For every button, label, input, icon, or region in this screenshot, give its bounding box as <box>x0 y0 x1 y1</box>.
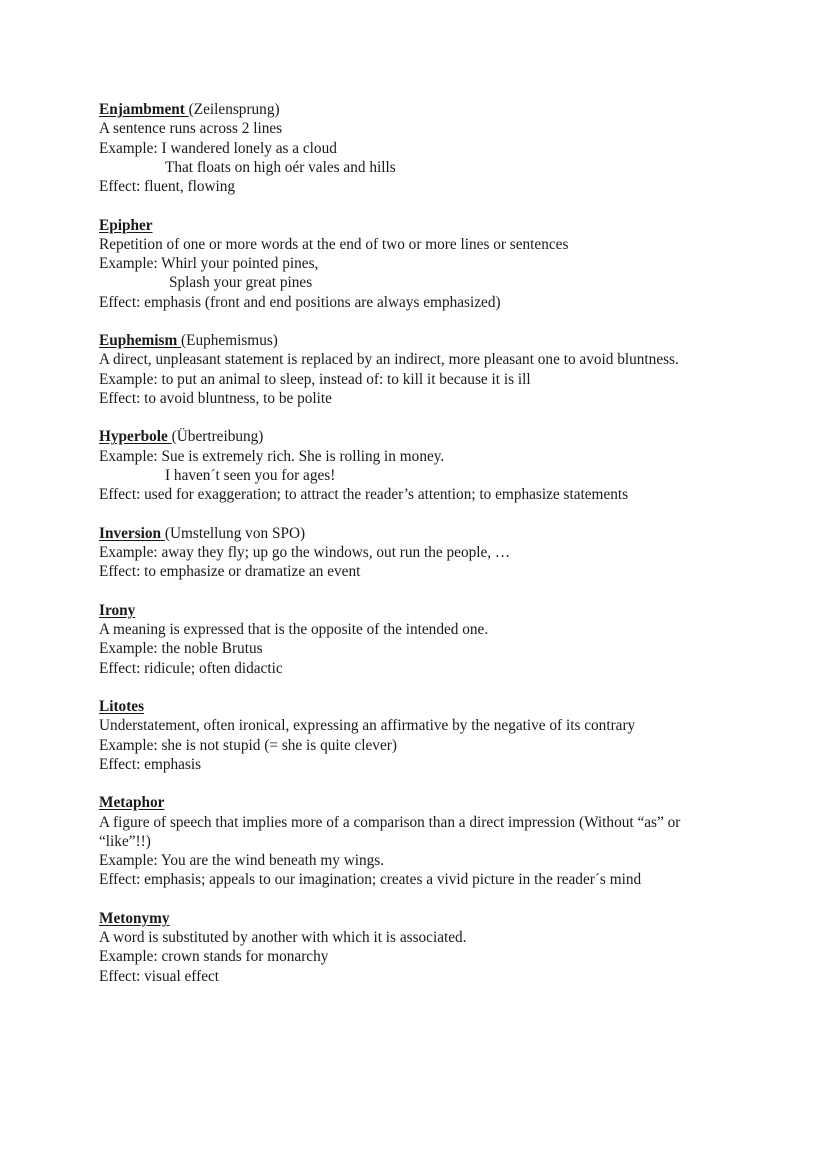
effect: Effect: fluent, flowing <box>99 178 236 196</box>
effect: Effect: emphasis; appeals to our imagination; creates a vivid picture in the reader´s mind <box>99 871 642 889</box>
example: Example: Whirl your pointed pines, <box>99 255 319 273</box>
effect: Effect: ridicule; often didactic <box>99 659 283 677</box>
example: Example: away they fly; up go the windows, out run the people, … <box>99 544 511 562</box>
definition: A word is substituted by another with which it is associated. <box>99 929 467 947</box>
translation: (Umstellung von SPO) <box>164 524 306 542</box>
translation: (Zeilensprung) <box>188 101 280 118</box>
translation: (Euphemismus) <box>181 332 278 350</box>
term: Euphemism <box>99 332 182 350</box>
effect: Effect: emphasis <box>99 755 202 773</box>
example-continuation: Splash your great pines <box>169 274 313 292</box>
definition: A meaning is expressed that is the opposite of the intended one. <box>99 621 489 638</box>
term: Inversion <box>99 524 165 542</box>
example: Example: crown stands for monarchy <box>99 948 329 966</box>
example: Example: she is not stupid (= she is quite clever) <box>99 736 397 754</box>
definition: Understatement, often ironical, expressing an affirmative by the negative of its contrary <box>99 717 636 735</box>
definition: A direct, unpleasant statement is replaced by an indirect, more pleasant one to avoid bluntness. <box>99 351 679 369</box>
entry-euphemism <box>99 331 788 408</box>
term: Metonymy <box>99 909 170 927</box>
example-continuation: That floats on high oér vales and hills <box>165 158 396 176</box>
term: Enjambment <box>99 101 189 118</box>
entry-heading <box>99 524 788 543</box>
example: Example: I wandered lonely as a cloud <box>99 139 337 157</box>
translation: (Übertreibung) <box>171 428 264 446</box>
entry-litotes <box>99 697 788 774</box>
example: Example: You are the wind beneath my wings. <box>99 852 385 870</box>
entry-heading <box>99 331 788 350</box>
effect: Effect: emphasis (front and end positions are always emphasized) <box>99 293 501 311</box>
definition: A figure of speech that implies more of a comparison than a direct impression (Without “as” or “like”!!) <box>99 813 681 850</box>
effect: Effect: used for exaggeration; to attract the reader’s attention; to emphasize statements <box>99 486 629 504</box>
example-continuation: I haven´t seen you for ages! <box>165 467 336 485</box>
entry-heading <box>99 793 788 812</box>
term: Irony <box>99 601 136 619</box>
example: Example: to put an animal to sleep, instead of: to kill it because it is ill <box>99 370 531 388</box>
entry-metonymy <box>99 909 788 986</box>
term: Epipher <box>99 216 153 234</box>
entry-inversion <box>99 524 788 582</box>
effect: Effect: visual effect <box>99 967 220 985</box>
entry-heading <box>99 601 788 620</box>
entry-irony <box>99 601 788 678</box>
example: Example: the noble Brutus <box>99 640 263 658</box>
entry-heading <box>99 100 788 119</box>
entry-heading <box>99 427 788 446</box>
entry-heading <box>99 909 788 928</box>
entry-epipher <box>99 216 788 312</box>
effect: Effect: to avoid bluntness, to be polite <box>99 390 332 408</box>
entry-hyperbole <box>99 427 788 504</box>
effect: Effect: to emphasize or dramatize an event <box>99 563 361 581</box>
definition: Repetition of one or more words at the end of two or more lines or sentences <box>99 235 569 253</box>
entry-heading <box>99 697 788 716</box>
example: Example: Sue is extremely rich. She is rolling in money. <box>99 447 445 465</box>
definition: A sentence runs across 2 lines <box>99 120 283 138</box>
entry-metaphor <box>99 793 788 889</box>
entry-heading <box>99 216 788 235</box>
term: Litotes <box>99 697 145 715</box>
term: Hyperbole <box>99 428 172 446</box>
entry-enjambment <box>99 100 788 196</box>
term: Metaphor <box>99 794 165 812</box>
